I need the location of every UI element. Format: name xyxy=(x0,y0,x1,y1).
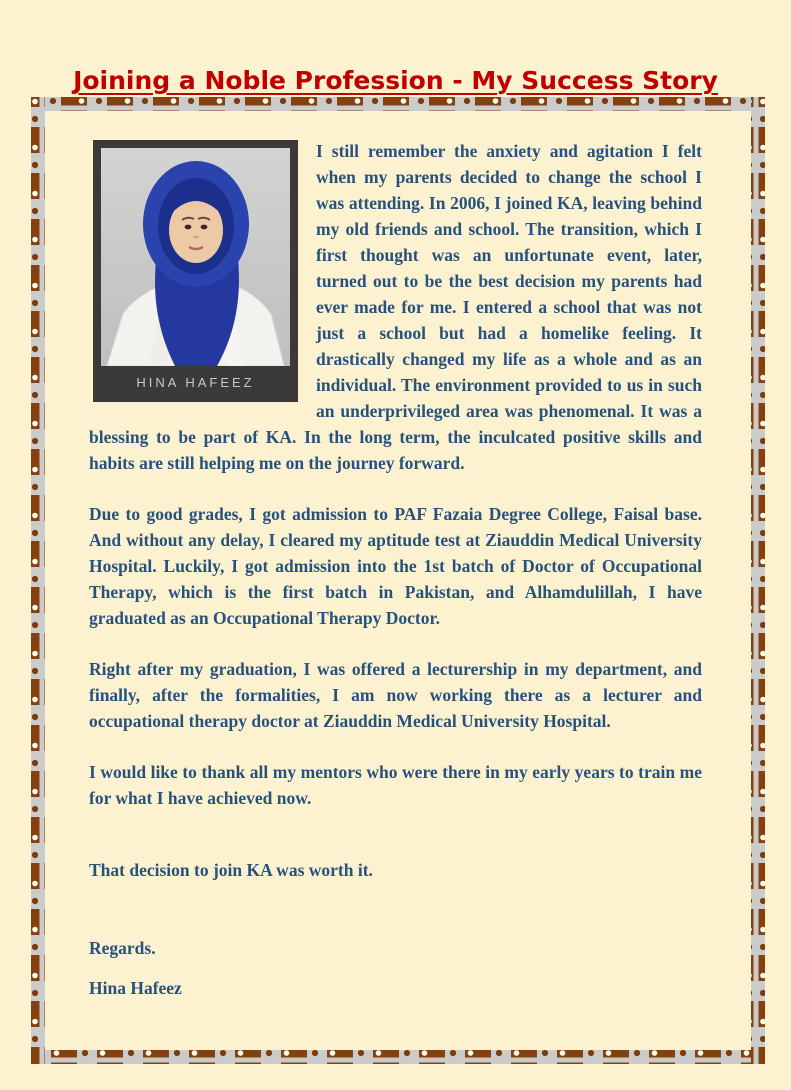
signature-name: Hina Hafeez xyxy=(89,978,182,998)
story-paragraph-5: That decision to join KA was worth it. xyxy=(89,860,373,880)
page-title: Joining a Noble Profession - My Success Story xyxy=(73,66,718,95)
story-paragraph-3: Right after my graduation, I was offered a lecturership in my department, and finally, after the formalities, I am now working there as a lecturer and occupational therapy doctor at Ziauddin Medical University Hospital. xyxy=(89,659,702,731)
story-paragraph-1: I still remember the anxiety and agitation I felt when my parents decided to change the school I was attending. In 2006, I joined KA, leaving behind my old friends and school. The transition, which I first thought was an unfortunate event, later, turned out to be the best decision my parents had ever made for me. I entered a school that was not just a school but had a homelike feeling. It drastically changed my life as a whole and as an individual. The environment provided to us in such an underprivileged area was phenomenal. It was a blessing to be part of KA. In the long term, the inculcated positive skills and habits are still helping me on the journey forward. xyxy=(89,141,702,473)
portrait-figure xyxy=(93,140,298,402)
portrait-caption: HINA HAFEEZ xyxy=(136,375,255,390)
story-body xyxy=(89,138,702,1001)
story-paragraph-4: I would like to thank all my mentors who were there in my early years to train me for what I have achieved now. xyxy=(89,762,702,808)
border-bottom xyxy=(31,1050,765,1064)
portrait-photo xyxy=(101,148,290,366)
document-page xyxy=(0,66,791,1090)
border-left xyxy=(31,97,45,1064)
border-top xyxy=(31,97,765,111)
story-paragraph-2: Due to good grades, I got admission to PAF Fazaia Degree College, Faisal base. And without any delay, I cleared my aptitude test at Ziauddin Medical University Hospital. Luckily, I got admission into the 1st batch of Doctor of Occupational Therapy, which is the first batch in Pakistan, and Alhamdulillah, I have graduated as an Occupational Therapy Doctor. xyxy=(89,504,702,628)
border-right xyxy=(751,97,765,1064)
closing-regards: Regards. xyxy=(89,938,156,958)
